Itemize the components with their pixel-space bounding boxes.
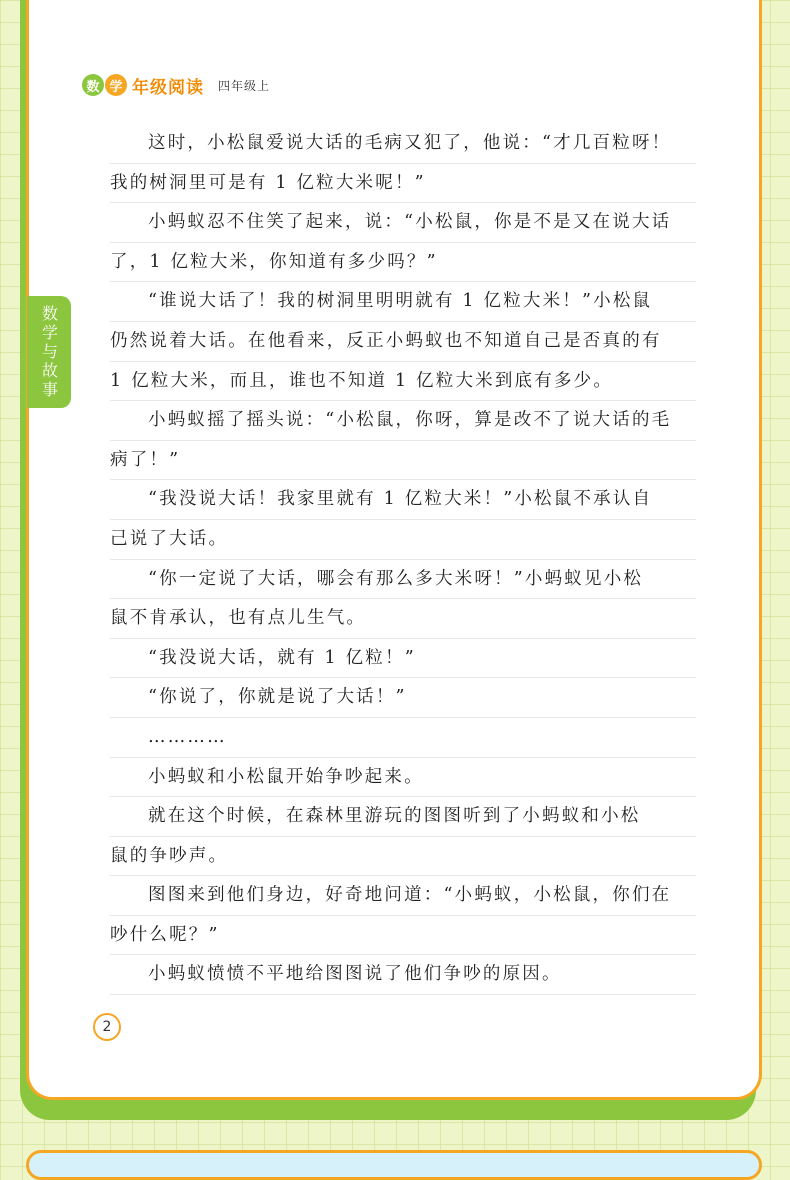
- text-line: 病了！”: [110, 441, 696, 481]
- text-line: “我没说大话，就有 1 亿粒！”: [110, 639, 696, 679]
- text-line: 己说了大话。: [110, 520, 696, 560]
- text-line: 就在这个时候，在森林里游玩的图图听到了小蚂蚁和小松: [110, 797, 696, 837]
- text-line: 1 亿粒大米，而且，谁也不知道 1 亿粒大米到底有多少。: [110, 362, 696, 402]
- logo-char-1: 数: [82, 74, 104, 96]
- logo-char-2: 学: [105, 74, 127, 96]
- text-line: “谁说大话了！我的树洞里明明就有 1 亿粒大米！”小松鼠: [110, 282, 696, 322]
- text-line: “你一定说了大话，哪会有那么多大米呀！”小蚂蚁见小松: [110, 560, 696, 600]
- series-title: 年级阅读: [132, 77, 204, 98]
- text-line: 小蚂蚁和小松鼠开始争吵起来。: [110, 758, 696, 798]
- section-tab-label: 数学与故事: [39, 304, 59, 400]
- text-line: 这时，小松鼠爱说大话的毛病又犯了，他说：“才几百粒呀！: [110, 124, 696, 164]
- text-line: …………: [110, 718, 696, 758]
- text-line: 小蚂蚁愤愤不平地给图图说了他们争吵的原因。: [110, 955, 696, 995]
- text-line: 鼠不肯承认，也有点儿生气。: [110, 599, 696, 639]
- text-line: “我没说大话！我家里就有 1 亿粒大米！”小松鼠不承认自: [110, 480, 696, 520]
- text-line: “你说了，你就是说了大话！”: [110, 678, 696, 718]
- text-line: 鼠的争吵声。: [110, 837, 696, 877]
- text-line: 了，1 亿粒大米，你知道有多少吗？”: [110, 243, 696, 283]
- grade-label: 四年级上: [218, 78, 271, 93]
- text-line: 我的树洞里可是有 1 亿粒大米呢！”: [110, 164, 696, 204]
- text-line: 吵什么呢？”: [110, 916, 696, 956]
- section-tab: [27, 296, 71, 408]
- page-number: 2: [93, 1013, 121, 1041]
- story-text: [110, 124, 696, 995]
- text-line: 图图来到他们身边，好奇地问道：“小蚂蚁，小松鼠，你们在: [110, 876, 696, 916]
- page-header: [82, 72, 270, 98]
- text-line: 仍然说着大话。在他看来，反正小蚂蚁也不知道自己是否真的有: [110, 322, 696, 362]
- text-line: 小蚂蚁忍不住笑了起来，说：“小松鼠，你是不是又在说大话: [110, 203, 696, 243]
- text-line: 小蚂蚁摇了摇头说：“小松鼠，你呀，算是改不了说大话的毛: [110, 401, 696, 441]
- next-page-edge: [26, 1150, 762, 1180]
